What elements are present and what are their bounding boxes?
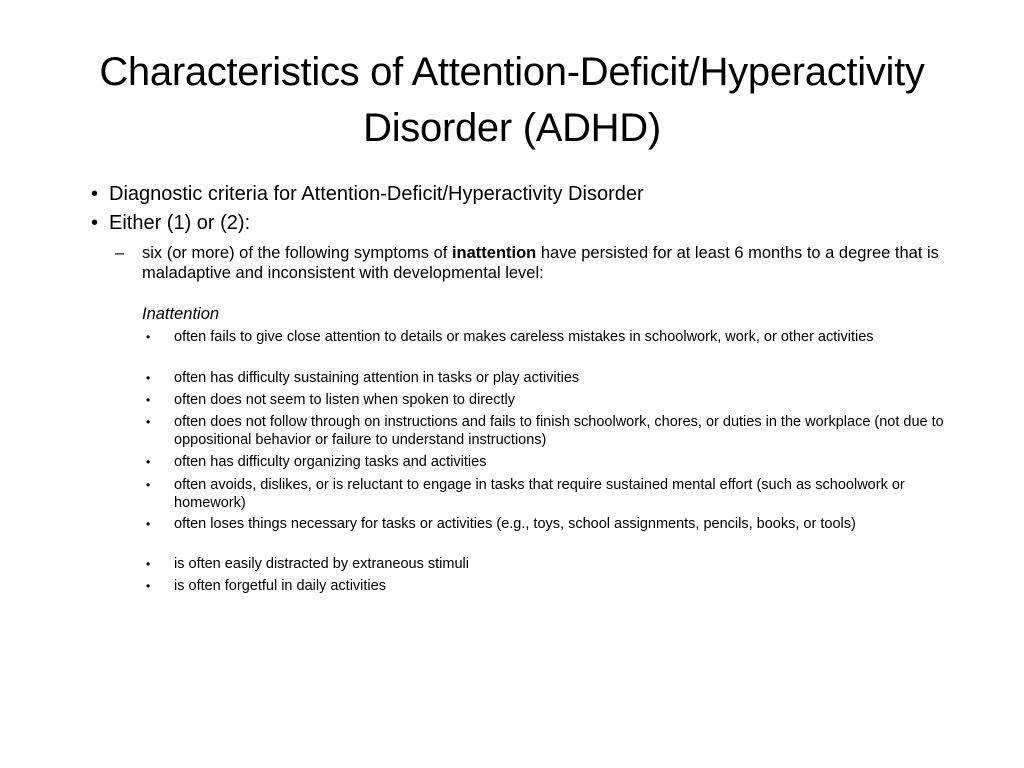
bullet-marker: •	[91, 212, 99, 234]
symptom-marker: •	[146, 517, 151, 531]
bullet-marker: •	[91, 183, 99, 205]
symptom-text: is often easily distracted by extraneous stimuli	[174, 556, 469, 572]
sub-bullet-text-before: six (or more) of the following symptoms of	[142, 244, 452, 262]
symptom-marker: •	[146, 455, 151, 469]
symptom-text: often has difficulty sustaining attention in tasks or play activities	[174, 370, 580, 386]
bullet-text: Either (1) or (2):	[109, 212, 251, 234]
symptom-marker: •	[146, 393, 151, 407]
symptom-marker: •	[146, 371, 151, 385]
symptom-text: often does not seem to listen when spoken to directly	[174, 392, 515, 408]
symptom-text: often fails to give close attention to details or makes careless mistakes in schoolwork, work, or other activities	[174, 329, 874, 345]
subheading-inattention: Inattention	[142, 305, 220, 323]
title-line-1: Characteristics of Attention-Deficit/Hyperactivity	[99, 50, 925, 94]
symptom-text: often does not follow through on instructions and fails to finish schoolwork, chores, or duties in the workplace (not due to oppositional behavior or failure to understand instructions)	[174, 414, 944, 448]
bullet-text: Diagnostic criteria for Attention-Deficit/Hyperactivity Disorder	[109, 183, 644, 205]
sub-bullet-text-after: have persisted for at least 6 months to a degree that is maladaptive and inconsistent with developmental level:	[142, 244, 939, 282]
symptom-text: often has difficulty organizing tasks and activities	[174, 454, 487, 470]
symptom-marker: •	[146, 557, 151, 571]
symptom-text: is often forgetful in daily activities	[174, 578, 386, 594]
symptom-marker: •	[146, 330, 151, 344]
sub-bullet-bold-term: inattention	[451, 244, 537, 262]
symptom-marker: •	[146, 478, 151, 492]
symptom-marker: •	[146, 415, 151, 429]
symptom-marker: •	[146, 579, 151, 593]
symptom-text: often avoids, dislikes, or is reluctant to engage in tasks that require sustained mental effort (such as schoolwork or homework)	[174, 477, 905, 511]
sub-bullet-text	[142, 243, 962, 283]
symptom-text: often loses things necessary for tasks or activities (e.g., toys, school assignments, pencils, books, or tools)	[174, 516, 856, 532]
dash-marker: –	[115, 244, 125, 262]
title-line-2: Disorder (ADHD)	[363, 106, 661, 150]
